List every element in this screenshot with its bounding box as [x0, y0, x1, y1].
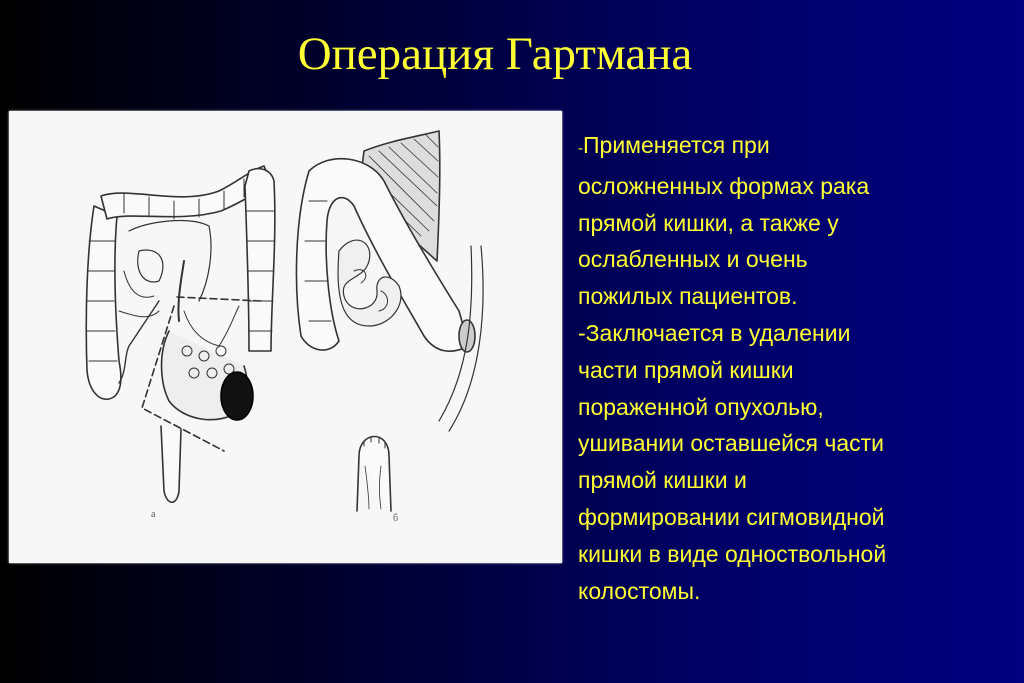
text-line: кишки в виде одноствольной: [578, 540, 887, 567]
figure-label-b: б: [393, 513, 399, 524]
text-line: колостомы.: [578, 577, 701, 604]
text-line: прямой кишки и: [578, 467, 747, 494]
line-prefix: -: [578, 140, 583, 157]
text-line: прямой кишки, а также у: [578, 209, 839, 236]
text-line: осложненных формах рака: [578, 172, 870, 199]
text-line: -Заключается в удалении: [578, 319, 851, 346]
text-line: части прямой кишки: [578, 356, 794, 383]
text-line: пораженной опухолью,: [578, 393, 824, 420]
slide-title: Операция Гартмана: [297, 28, 693, 80]
text-line: -Применяется при: [578, 132, 770, 158]
text-line: формировании сигмовидной: [578, 503, 885, 530]
text-line: пожилых пациентов.: [578, 283, 798, 310]
anatomical-illustration: [9, 111, 562, 563]
text-line: ушивании оставшейся части: [578, 430, 885, 457]
figure-label-a: а: [151, 509, 156, 520]
colon-diagram: [9, 111, 562, 563]
description-text: [578, 127, 1018, 609]
text-line: ослабленных и очень: [578, 246, 808, 273]
